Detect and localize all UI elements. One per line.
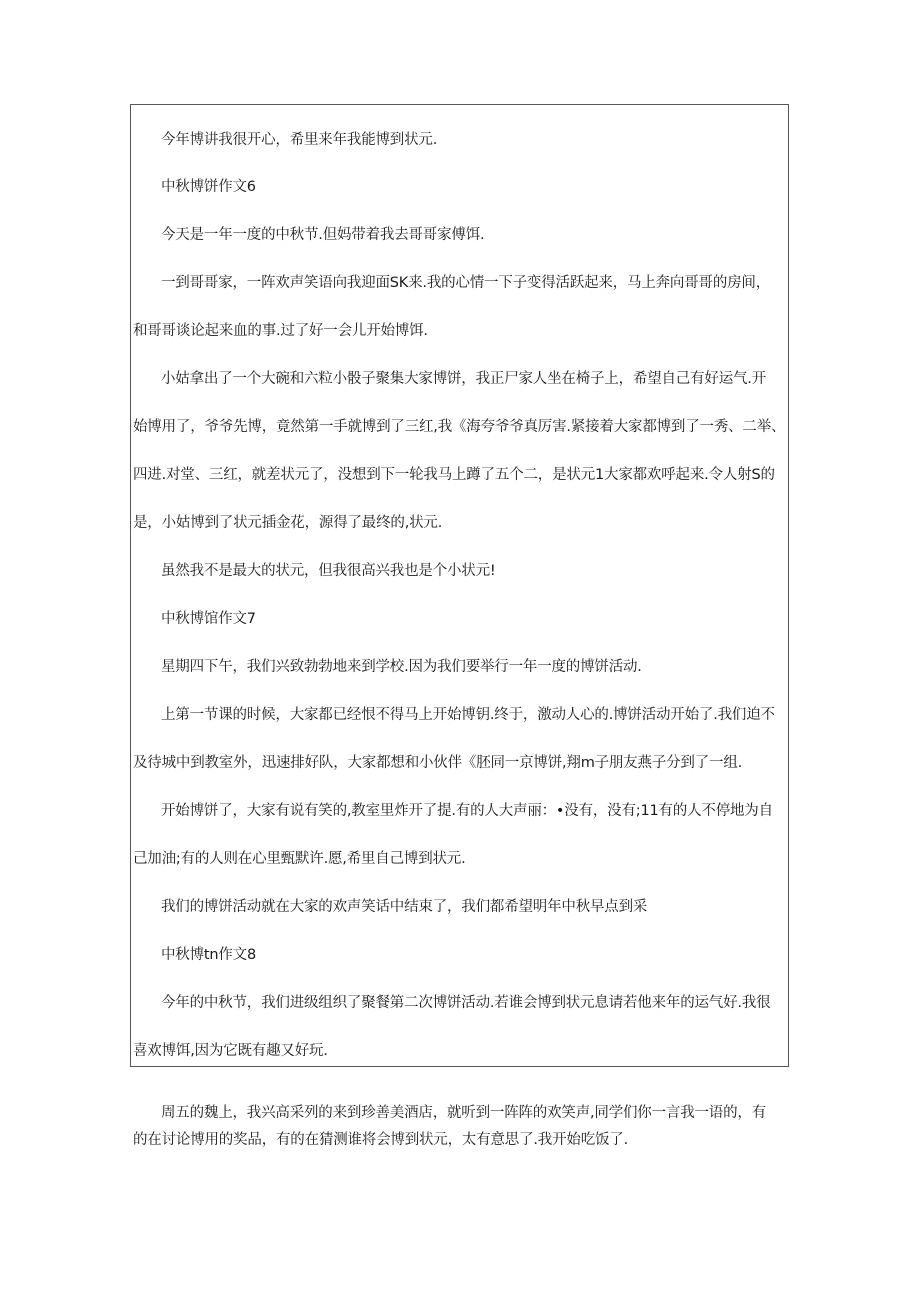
paragraph-line: 己加油;有的人则在心里甄默许.愿,希里自己博到状元. [133,851,466,867]
paragraph-line: 今天是一年一度的中秋节.但妈带着我去哥哥家傅饵. [161,227,485,243]
section-heading: 中秋博tn作文8 [161,947,257,963]
paragraph-line: 四进.对堂、三红，就差状元了，没想到下一轮我马上蹲了五个二，是状元1大家都欢呼起来.令人射S的 [133,467,775,483]
paragraph-line: 我们的博饼活动就在大家的欢声笑话中结束了，我们都希望明年中秋早点到采 [161,899,648,915]
paragraph-line: 及待城中到教室外，迅速排好队，大家都想和小伙伴《胚同一京博饼,翔m子朋友燕子分到了一组. [133,755,743,771]
paragraph-line: 和哥哥谈论起来血的事.过了好一会儿开始博饵. [133,323,428,339]
paragraph-line: 开始博饼了，大家有说有笑的,教室里炸开了提.有的人大声丽：•没有，没有;11有的人不停地为自 [161,803,773,819]
body-paragraph-line: 周五的魏上，我兴高采列的来到珍善美酒店，就听到一阵阵的欢笑声,同学们你一言我一语的，有 [161,1105,767,1121]
paragraph-line: 今年博讲我很开心，希里来年我能博到状元. [161,132,438,148]
paragraph-line: 一到哥哥家，一阵欢声笑语向我迎面SK来.我的心情一下子变得活跃起来，马上奔向哥哥的房间， [161,275,771,291]
paragraph-line: 虽然我不是最大的状元，但我很高兴我也是个小状元! [161,563,496,579]
paragraph-line: 今年的中秋节，我们进级组织了聚餐第二次博饼活动.若谁会博到状元息请若他来年的运气好.我很 [161,995,771,1011]
body-paragraph-line: 的在讨论博用的奖品，有的在猜测谁将会博到状元，太有意思了.我开始吃饭了. [133,1132,629,1148]
paragraph-line: 是，小姑博到了状元插金花，源得了最终的,状元. [133,515,443,531]
paragraph-line: 小姑拿出了一个大碗和六粒小骰子聚集大家博饼，我正尸家人坐在椅子上，希望自己有好运气.开 [161,371,767,387]
paragraph-line: 始博用了，爷爷先博，竟然第一手就博到了三红,我《海夸爷爷真厉害.紧接着大家都博到了一秀、二举、 [133,419,786,435]
section-heading: 中秋博馆作文7 [161,611,256,627]
section-heading: 中秋博饼作文6 [161,179,256,195]
paragraph-line: 星期四下午，我们兴致勃勃地来到学校.因为我们要举行一年一度的博饼活动. [161,659,642,675]
paragraph-line: 上第一节课的时候，大家都已经恨不得马上开始博钥.终于，激动人心的.博饼活动开始了.我们迫不 [161,707,775,723]
paragraph-line: 喜欢博饵,因为它既有趣又好玩. [133,1043,328,1059]
table-frame [130,104,789,1067]
